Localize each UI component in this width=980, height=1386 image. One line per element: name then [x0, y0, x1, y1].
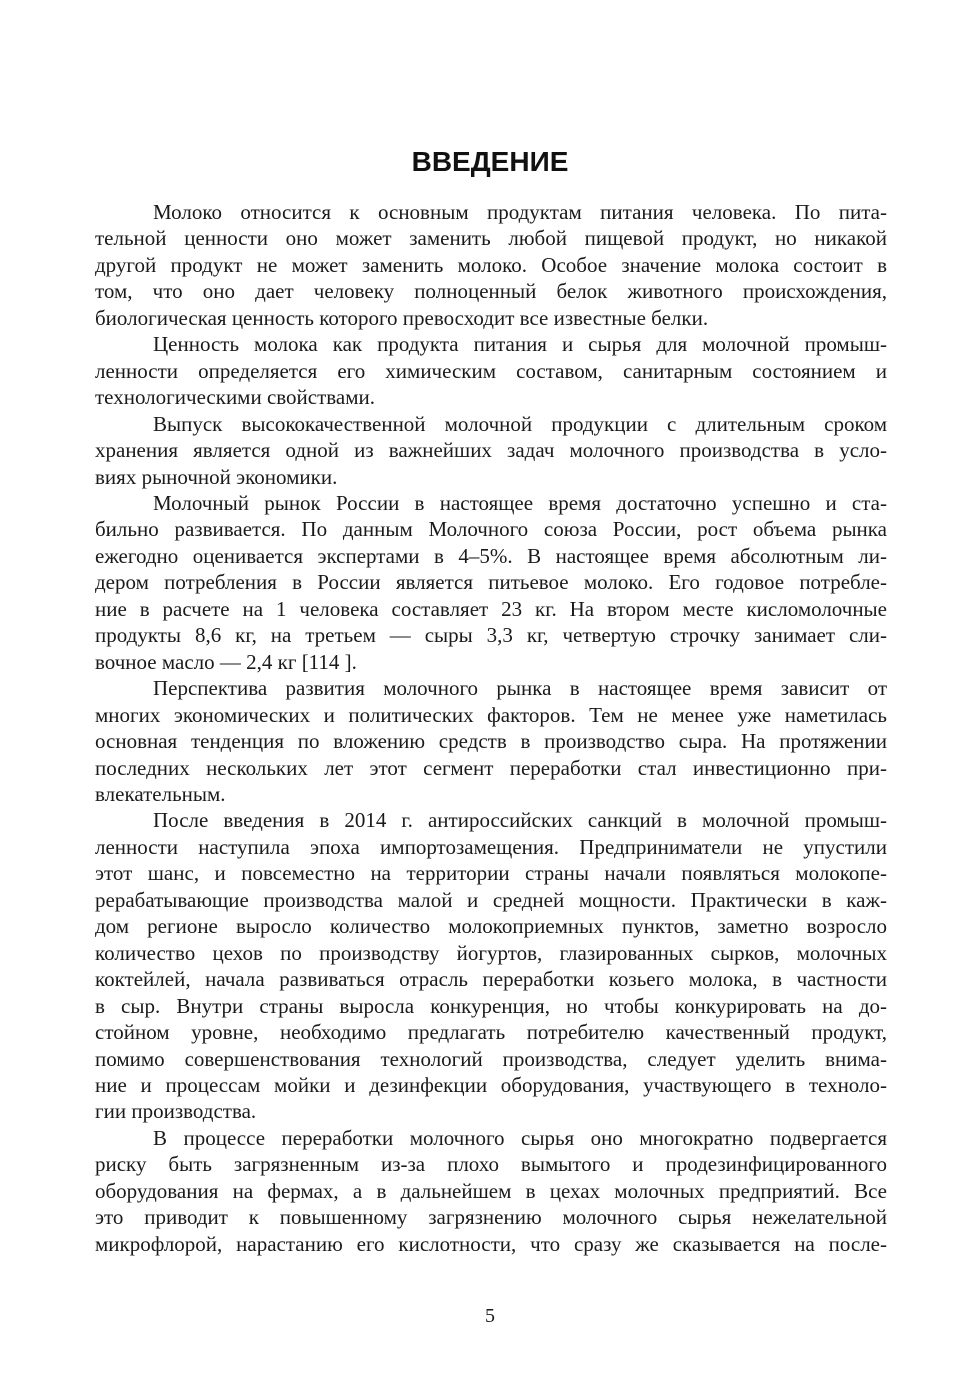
text-line: ние и процессам мойки и дезинфекции оборудования, участвующего в техноло- — [95, 1072, 887, 1097]
text-line: Ценность молока как продукта питания и сырья для молочной промыш- — [153, 332, 887, 357]
text-line: этот шанс, и повсеместно на территории страны начали появляться молокопе- — [95, 861, 887, 886]
text-line: ленности определяется его химическим составом, санитарным состоянием и — [95, 358, 887, 383]
text-line: том, что оно дает человеку полноценный белок животного происхождения, — [95, 279, 887, 304]
text-line: помимо совершенствования технологий производства, следует уделить внима- — [95, 1046, 887, 1071]
text-line: Перспектива развития молочного рынка в настоящее время зависит от — [153, 676, 887, 701]
text-line: дером потребления в России является питьевое молоко. Его годовое потребле- — [95, 570, 887, 595]
paragraph — [95, 331, 887, 410]
text-line: бильно развивается. По данным Молочного союза России, рост объема рынка — [95, 517, 887, 542]
text-line: В процессе переработки молочного сырья оно многократно подвергается — [153, 1125, 887, 1150]
paragraph — [95, 675, 887, 807]
text-line: виях рыночной экономики. — [95, 464, 338, 489]
text-line: микрофлорой, нарастанию его кислотности, что сразу же сказывается на после- — [95, 1231, 887, 1256]
text-line: технологическими свойствами. — [95, 385, 376, 410]
text-line: коктейлей, начала развиваться отрасль переработки козьего молока, в частности — [95, 967, 887, 992]
body-text — [95, 199, 887, 1257]
text-line: в сыр. Внутри страны выросла конкуренция, но чтобы конкурировать на до- — [95, 993, 887, 1018]
text-line: Молоко относится к основным продуктам питания человека. По пита- — [153, 200, 887, 224]
text-line: последних нескольких лет этот сегмент переработки стал инвестиционно при- — [95, 755, 887, 780]
text-line: ежегодно оценивается экспертами в 4–5%. В настоящее время абсолютным ли- — [95, 543, 887, 568]
text-line: тельной ценности оно может заменить любой пищевой продукт, но никакой — [95, 226, 887, 251]
text-line: Молочный рынок России в настоящее время достаточно успешно и ста- — [153, 490, 887, 515]
paragraph — [95, 199, 887, 331]
text-line: риску быть загрязненным из-за плохо вымытого и продезинфицированного — [95, 1152, 887, 1177]
text-line: влекательным. — [95, 781, 226, 806]
page-number: 5 — [485, 1305, 495, 1327]
text-line: вочное масло — 2,4 кг [114 ]. — [95, 649, 357, 674]
text-line: Выпуск высококачественной молочной продукции с длительным сроком — [153, 411, 887, 436]
text-line: количество цехов по производству йогуртов, глазированных сырков, молочных — [95, 940, 887, 965]
page-heading: ВВЕДЕНИЕ — [411, 146, 569, 177]
paragraph — [95, 807, 887, 1124]
text-line: дом регионе выросло количество молокоприемных пунктов, заметно возросло — [95, 914, 887, 939]
text-line: После введения в 2014 г. антироссийских санкций в молочной промыш- — [153, 808, 887, 833]
text-line: ние в расчете на 1 человека составляет 23 кг. На втором месте кисломолочные — [95, 596, 887, 621]
text-line: другой продукт не может заменить молоко. Особое значение молока состоит в — [95, 252, 887, 277]
paragraph — [95, 411, 887, 490]
text-line: ленности наступила эпоха импортозамещения. Предприниматели не упустили — [95, 834, 887, 859]
text-line: рерабатывающие производства малой и средней мощности. Практически в каж- — [95, 887, 887, 912]
text-line: стойном уровне, необходимо предлагать потребителю качественный продукт, — [95, 1020, 887, 1045]
text-line: основная тенденция по вложению средств в производство сыра. На протяжении — [95, 729, 887, 754]
text-line: биологическая ценность которого превосходит все известные белки. — [95, 305, 709, 330]
text-line: это приводит к повышенному загрязнению молочного сырья нежелательной — [95, 1205, 887, 1230]
text-line: оборудования на фермах, а в дальнейшем в цехах молочных предприятий. Все — [95, 1178, 887, 1203]
text-line: многих экономических и политических факторов. Тем не менее уже наметилась — [95, 702, 887, 727]
text-line: продукты 8,6 кг, на третьем — сыры 3,3 кг, четвертую строчку занимает сли- — [95, 623, 887, 648]
paragraph — [95, 490, 887, 675]
text-line: гии производства. — [95, 1099, 257, 1124]
text-line: хранения является одной из важнейших задач молочного производства в усло- — [95, 438, 887, 463]
paragraph — [95, 1125, 887, 1257]
